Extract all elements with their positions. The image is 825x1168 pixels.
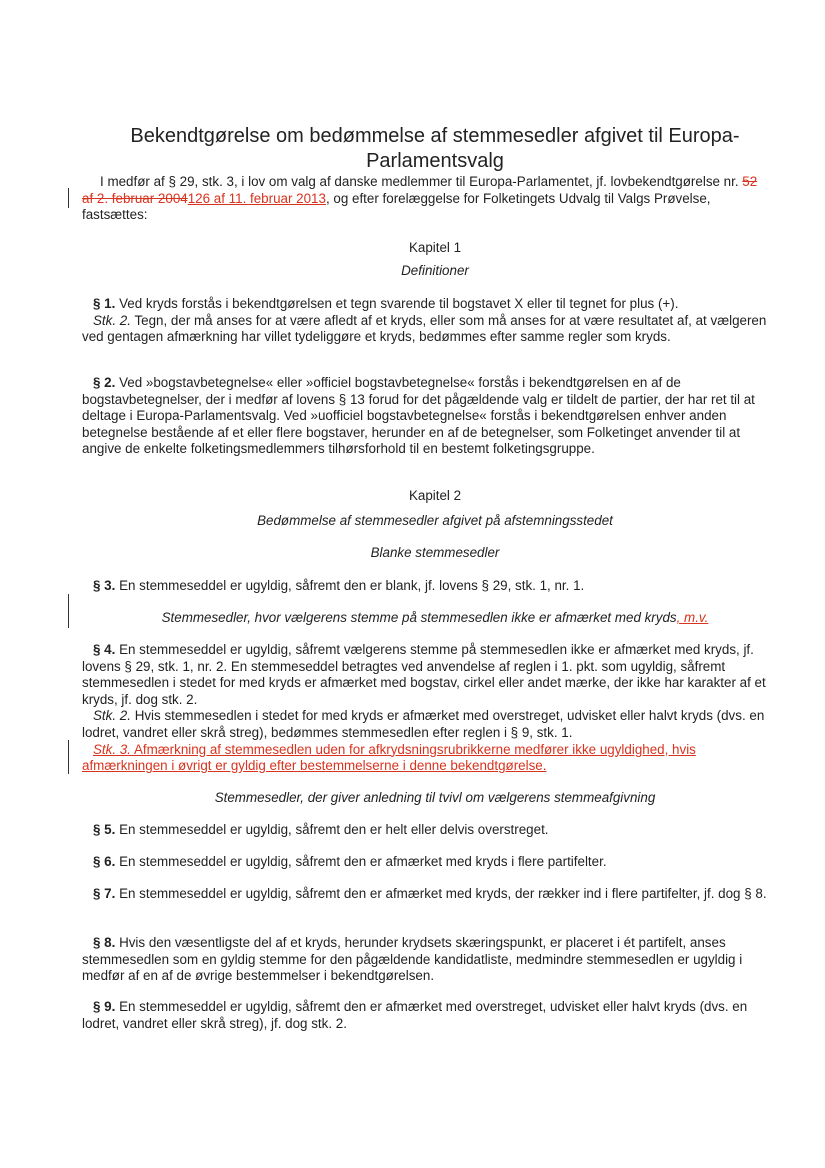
preamble [82,174,772,224]
section-8-text: Hvis den væsentligste del af et kryds, herunder krydsets skæringspunkt, er placeret i ét partifelt, anses stemmesedlen som en gyldig stemme for den pågældende kandidatliste, medmindre stemmesedlen er ugyldig i medfør af en af de øvrige bestemmelser i bekendtgørelsen. [82,935,743,984]
section-5-text: En stemmeseddel er ugyldig, såfremt den er helt eller delvis overstreget. [115,822,549,837]
section-4-stk3-text: Afmærkning af stemmesedlen uden for afkrydsningsrubrikkerne medfører ikke ugyldighed, hvis afmærkningen i øvrigt er gyldig efter bestemmelserne i denne bekendtgørelse. [82,741,696,774]
section-7-number: § 7. [93,886,116,901]
change-bar [68,740,69,774]
section-4-stk2-text: Hvis stemmesedlen i stedet for med kryds er afmærket med overstreget, udvisket eller halvt kryds (dvs. en lodret, vandret eller skrå streg), bedømmes stemmesedlen efter reglen i § 9, stk. 1. [82,708,765,740]
section-4 [82,642,772,775]
chapter-1-label: Kapitel 1 [408,240,462,255]
section-9-number: § 9. [93,999,116,1014]
document-title [80,124,790,174]
section-3-number: § 3. [93,578,116,593]
section-6 [82,854,772,871]
section-5-number: § 5. [93,822,116,837]
title-line-1: Bekendtgørelse om bedømmelse af stemmesedler afgivet til Europa- [130,125,740,147]
section-1-text: Ved kryds forstås i bekendtgørelsen et tegn svarende til bogstavet X eller til tegnet for plus (+). [115,296,679,311]
section-7-text: En stemmeseddel er ugyldig, såfremt den er afmærket med kryds, der rækker ind i flere partifelter, jf. dog § 8. [115,886,767,901]
change-bar [68,594,69,628]
section-6-number: § 6. [93,854,116,869]
chapter-2-heading: Bedømmelse af stemmesedler afgivet på afstemningsstedet [257,513,613,528]
section-4-stk3-label: Stk. 3. [93,741,131,757]
section-2 [82,375,772,458]
inserted-text: 126 af 11. februar 2013 [187,190,326,206]
section-9 [82,999,772,1032]
section-3-text: En stemmeseddel er ugyldig, såfremt den er blank, jf. lovens § 29, stk. 1, nr. 1. [115,578,585,593]
chapter-1-heading: Definitioner [401,263,469,278]
title-line-2: Parlamentsvalg [366,150,504,172]
preamble-text-1: I medfør af § 29, stk. 3, i lov om valg af danske medlemmer til Europa-Parlamentet, jf. lovbekendtgørelse nr. [100,174,743,189]
section-4-number: § 4. [93,642,116,657]
section-8 [82,935,772,985]
section-3 [82,578,772,595]
subheading-doubt: Stemmesedler, der giver anledning til tvivl om vælgerens stemmeafgivning [214,790,656,805]
section-2-text: Ved »bogstavbetegnelse« eller »officiel bogstavbetegnelse« forstås i bekendtgørelsen en af de bogstavbetegnelser, der i medfør af lovens § 13 forud for det pågældende valg er tildelt de partier, der har ret til at deltage i Europa-Parlamentsvalg. Ved »uofficiel bogstavbetegnelse« forstås i bekendtgørelsen enhver anden betegnelse bestående af et eller flere bogstaver, herunder en af de betegnelser, som Folketinget anvender til at angive de enkelte folketingsmedlemmers tilhørsforhold til en bestemt folketingsgruppe. [82,375,755,457]
section-1 [82,296,772,346]
section-6-text: En stemmeseddel er ugyldig, såfremt den er afmærket med kryds i flere partifelter. [115,854,607,869]
subheading-no-cross-text: Stemmesedler, hvor vælgerens stemme på stemmesedlen ikke er afmærket med kryds [161,610,677,625]
subheading-blank: Blanke stemmesedler [370,545,500,560]
deleted-text: 52 af 2. februar 2004 [82,174,758,206]
subheading-no-cross [80,610,790,627]
preamble-text-2: , og efter forelæggelse for Folketingets Udvalg til Valgs Prøvelse, fastsættes: [82,190,711,223]
section-5 [82,822,772,839]
section-1-stk2-label: Stk. 2. [93,312,131,328]
chapter-2-label: Kapitel 2 [408,488,462,503]
inserted-text: , m.v. [676,610,709,625]
section-1-number: § 1. [93,296,116,311]
change-bar [68,188,69,208]
section-2-number: § 2. [93,375,116,390]
section-9-text: En stemmeseddel er ugyldig, såfremt den er afmærket med overstreget, udvisket eller halvt kryds (dvs. en lodret, vandret eller skrå streg), jf. dog stk. 2. [82,999,748,1031]
section-7 [82,886,772,903]
section-1-stk2-text: Tegn, der må anses for at være afledt af et kryds, eller som må anses for at være resultatet af, at vælgeren ved gentagen afmærkning har villet tydeliggøre et kryds, bedømmes efter samme regler som kryds. [82,312,767,345]
section-4-stk2-label: Stk. 2. [93,708,131,724]
section-8-number: § 8. [93,935,116,950]
section-4-text: En stemmeseddel er ugyldig, såfremt vælgerens stemme på stemmesedlen ikke er afmærket med kryds, jf. lovens § 29, stk. 1, nr. 2. En stemmeseddel betragtes ved anvendelse af reglen i 1. pkt. som ugyldig, såfremt stemmesedlen i stedet for med kryds er afmærket med bogstav, cirkel eller andet mærke, der ikke har karakter af et kryds, jf. dog stk. 2. [82,642,766,707]
